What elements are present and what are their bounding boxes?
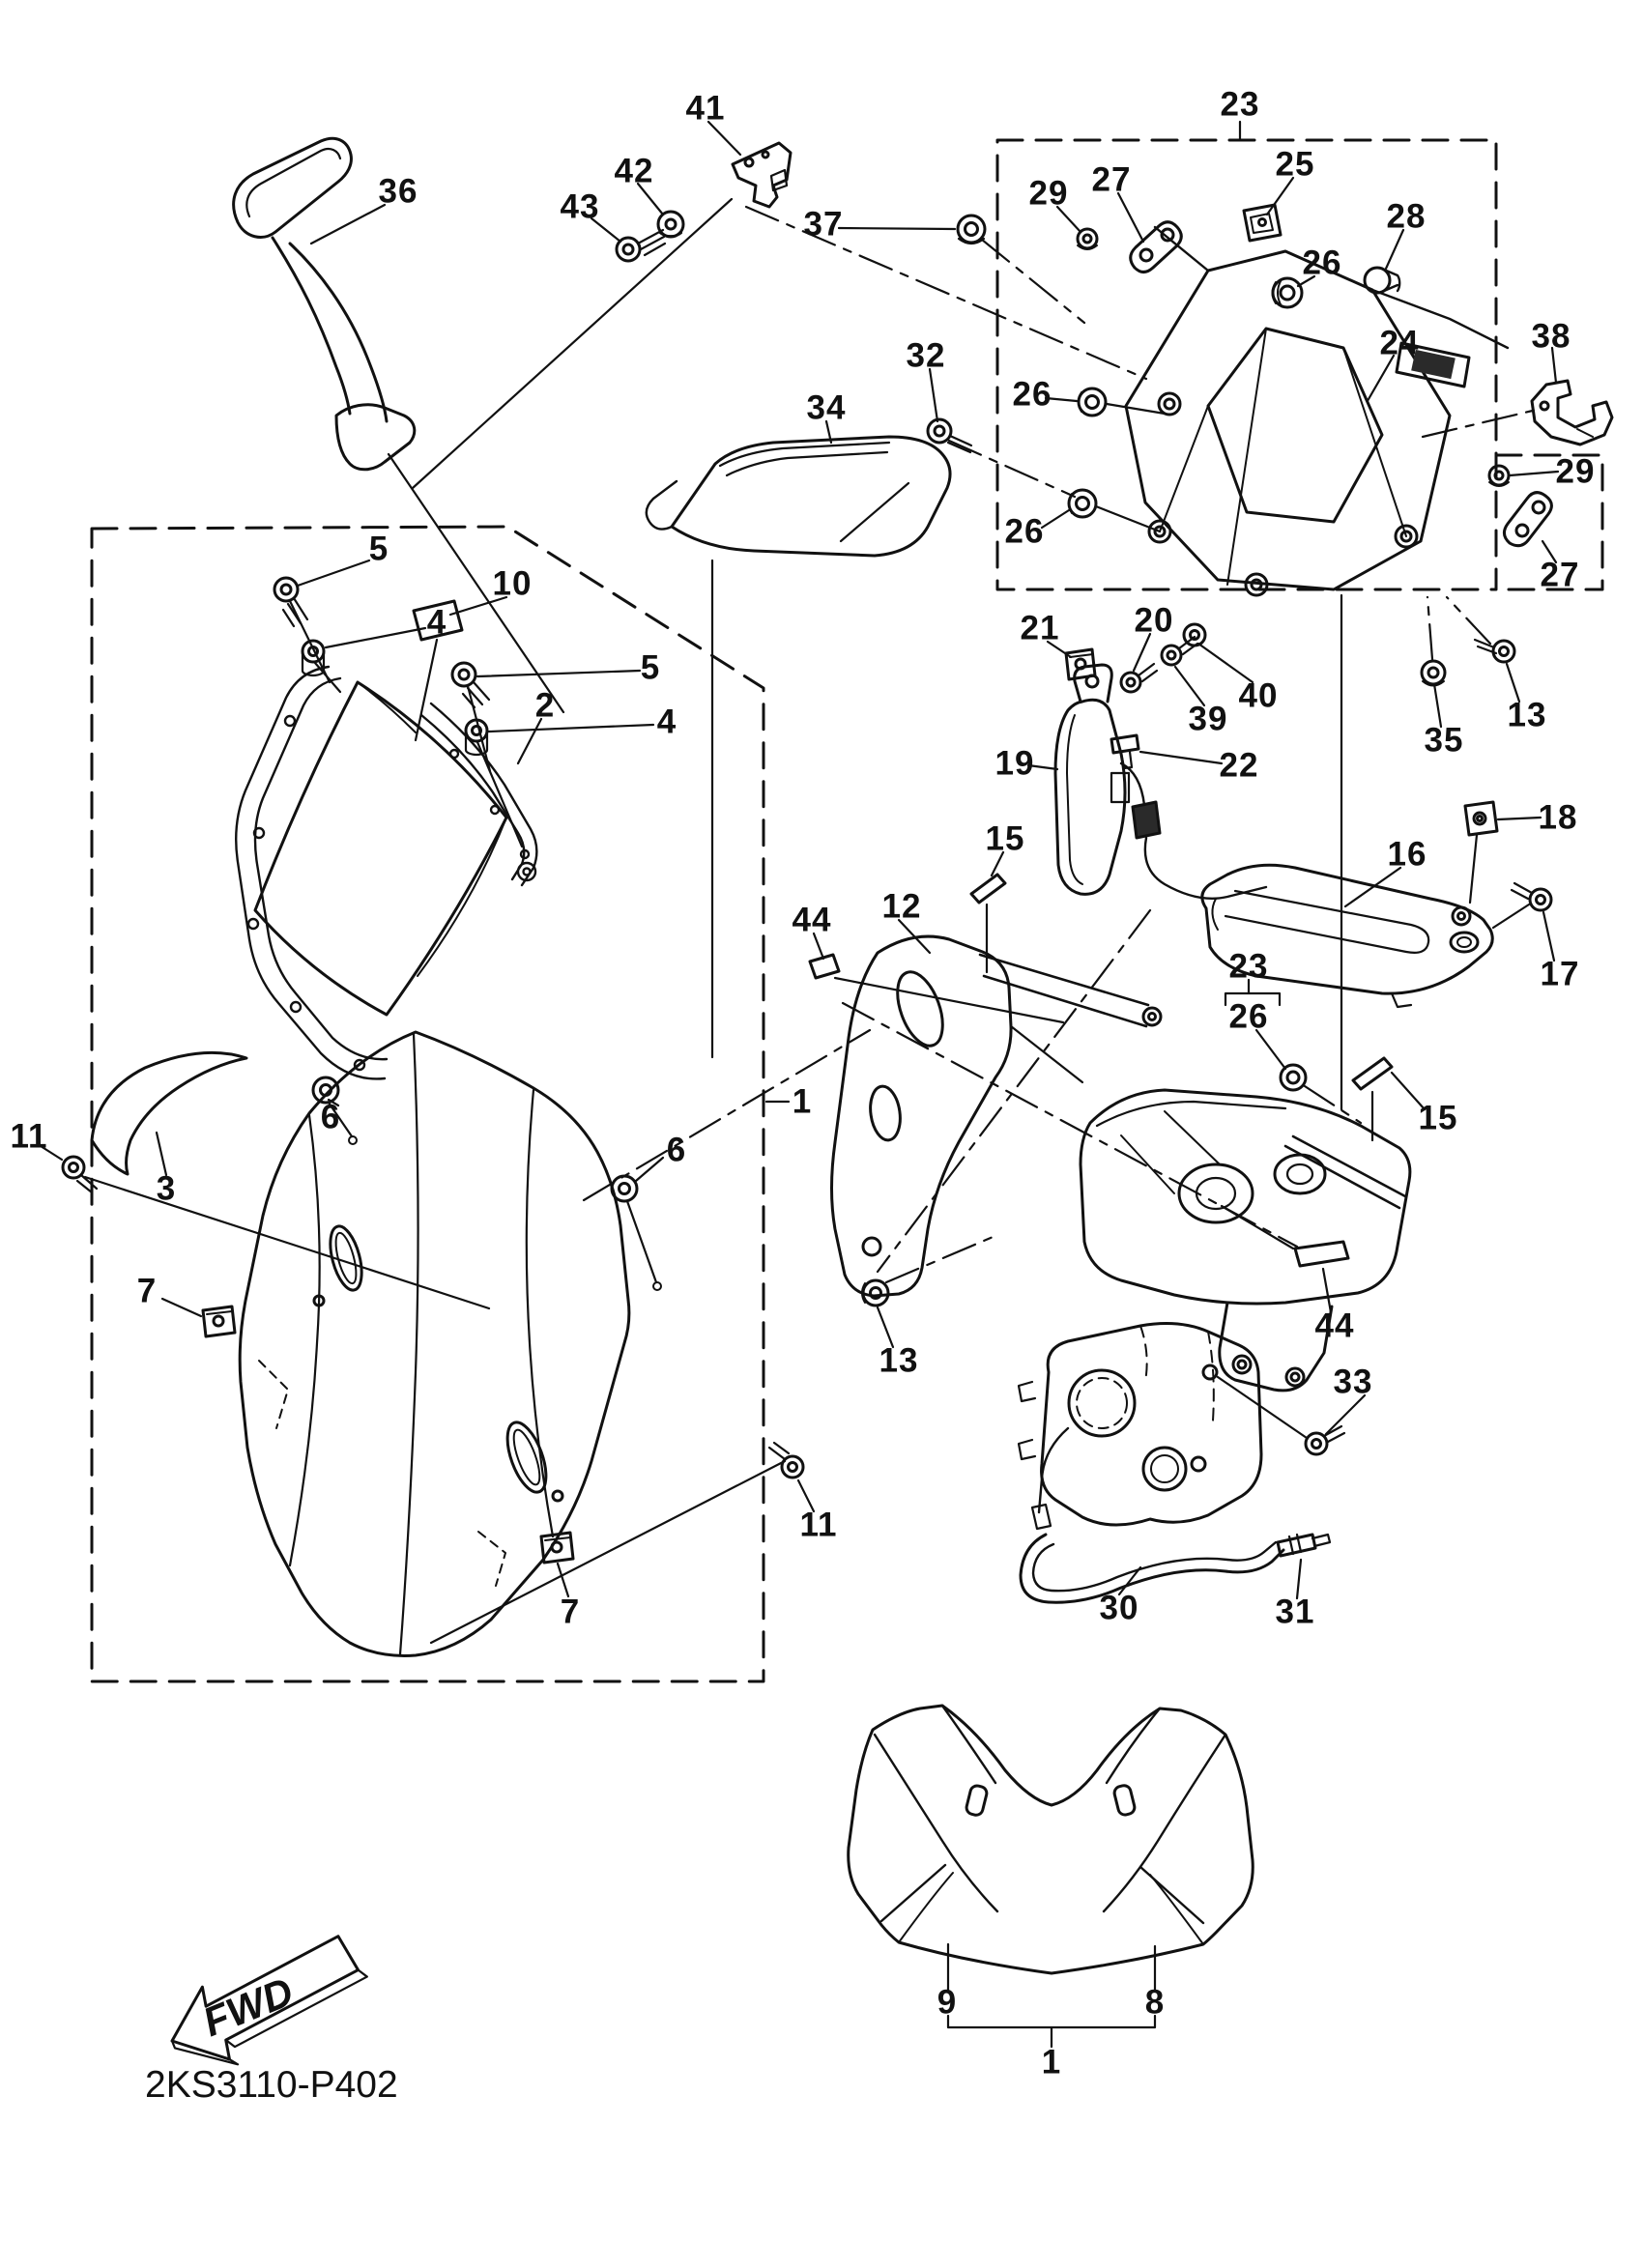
- grommet-26-c: [1069, 490, 1096, 517]
- callout-12: 12: [881, 887, 922, 926]
- bracket-38: [1532, 381, 1612, 445]
- screw-13-a: [1475, 640, 1514, 662]
- screw-11-b: [769, 1443, 803, 1478]
- clip-7-a: [203, 1306, 235, 1336]
- cowling-stay-24: [1126, 227, 1508, 595]
- callout-32: 32: [906, 336, 946, 375]
- windshield-molding: [236, 667, 387, 1078]
- callout-1: 1: [792, 1082, 813, 1121]
- grommet-35: [1422, 661, 1445, 686]
- callout-20: 20: [1134, 601, 1174, 640]
- callout-11: 11: [10, 1117, 48, 1156]
- callout-13: 13: [879, 1341, 919, 1380]
- screw-43: [617, 230, 665, 261]
- callout-6: 6: [320, 1098, 341, 1136]
- dashed-group-boxes: [92, 140, 1602, 1681]
- callout-23: 23: [1220, 85, 1260, 124]
- washer-42: [658, 212, 683, 237]
- callout-34: 34: [806, 388, 847, 427]
- callout-27: 27: [1091, 160, 1132, 199]
- rubber-strip-44-a: [810, 955, 839, 978]
- callout-11: 11: [799, 1506, 838, 1544]
- callout-28: 28: [1386, 197, 1427, 236]
- callout-4: 4: [656, 703, 677, 741]
- callout-26: 26: [1004, 512, 1045, 551]
- rubber-strip-44-b: [1295, 1242, 1348, 1266]
- part-code: 2KS3110-P402: [145, 2064, 398, 2106]
- bracket-41: [733, 143, 791, 207]
- collar-28: [1365, 268, 1399, 293]
- callout-18: 18: [1538, 798, 1578, 837]
- screw-33: [1306, 1426, 1344, 1454]
- clip-25: [1244, 205, 1281, 241]
- callout-24: 24: [1379, 324, 1420, 362]
- callout-26: 26: [1228, 997, 1269, 1036]
- callout-39: 39: [1188, 700, 1228, 738]
- nut-29-a: [1078, 229, 1097, 249]
- callout-26: 26: [1012, 375, 1052, 414]
- fwd-arrow-label: FWD: [196, 1967, 300, 2046]
- callout-5: 5: [368, 530, 389, 568]
- grommet-26-d: [1281, 1065, 1306, 1090]
- callout-10: 10: [492, 564, 533, 603]
- callout-19: 19: [994, 744, 1035, 783]
- callout-44: 44: [792, 901, 832, 939]
- rubber-strip-15-a: [971, 875, 1005, 903]
- callout-36: 36: [378, 172, 418, 211]
- screw-39: [1162, 637, 1197, 665]
- callout-40: 40: [1238, 676, 1279, 715]
- screw-20: [1121, 664, 1157, 692]
- clip-21: [1066, 649, 1095, 679]
- callout-23: 23: [1228, 947, 1269, 986]
- callout-31: 31: [1275, 1593, 1315, 1631]
- callout-26: 26: [1302, 244, 1342, 282]
- cowling-front-view: [849, 1706, 1254, 1973]
- callout-22: 22: [1219, 746, 1259, 785]
- link-27-b: [1504, 493, 1551, 546]
- rubber-strip-15-b: [1353, 1058, 1392, 1089]
- windshield-group-box: [92, 527, 764, 1681]
- callout-37: 37: [803, 205, 844, 244]
- grommet-37: [958, 215, 985, 244]
- callout-17: 17: [1540, 955, 1580, 993]
- callout-1: 1: [1041, 2043, 1062, 2081]
- mirror-34: [647, 437, 950, 556]
- clip-22: [1111, 735, 1139, 768]
- pipe-31: [1278, 1535, 1330, 1556]
- callout-41: 41: [685, 89, 726, 128]
- air-duct-30: [1019, 1324, 1283, 1603]
- washer-40: [1184, 624, 1205, 646]
- callout-27: 27: [1540, 556, 1580, 594]
- grommet-26-b: [1079, 388, 1106, 416]
- callout-38: 38: [1531, 317, 1571, 356]
- callout-6: 6: [666, 1131, 687, 1169]
- callout-9: 9: [937, 1983, 958, 2022]
- callout-30: 30: [1099, 1589, 1139, 1627]
- callout-15: 15: [1418, 1099, 1458, 1137]
- callout-25: 25: [1275, 145, 1315, 184]
- callout-21: 21: [1020, 609, 1060, 647]
- callout-35: 35: [1424, 721, 1464, 760]
- grommet-26-a: [1273, 278, 1303, 307]
- callout-5: 5: [640, 648, 661, 687]
- callout-7: 7: [560, 1593, 581, 1631]
- duct-16: [1202, 865, 1492, 1007]
- callout-4: 4: [426, 603, 447, 642]
- callout-15: 15: [985, 819, 1025, 858]
- front-cowling-panel: [240, 1032, 629, 1655]
- callout-44: 44: [1314, 1306, 1355, 1345]
- reference-lines: [584, 207, 1537, 1282]
- callout-29: 29: [1555, 452, 1596, 491]
- callout-2: 2: [534, 686, 556, 725]
- callout-42: 42: [614, 152, 654, 190]
- callout-43: 43: [560, 187, 600, 226]
- callout-3: 3: [156, 1169, 177, 1208]
- callout-33: 33: [1333, 1363, 1373, 1401]
- clip-18: [1465, 802, 1497, 835]
- callout-7: 7: [136, 1272, 158, 1310]
- headlight-unit: [1081, 1090, 1410, 1391]
- callout-29: 29: [1028, 174, 1069, 213]
- trim-3: [92, 1052, 246, 1174]
- callout-8: 8: [1144, 1983, 1166, 2022]
- nut-29-b: [1489, 466, 1509, 486]
- screw-17: [1512, 883, 1551, 910]
- callout-16: 16: [1387, 835, 1427, 874]
- callout-13: 13: [1507, 696, 1547, 734]
